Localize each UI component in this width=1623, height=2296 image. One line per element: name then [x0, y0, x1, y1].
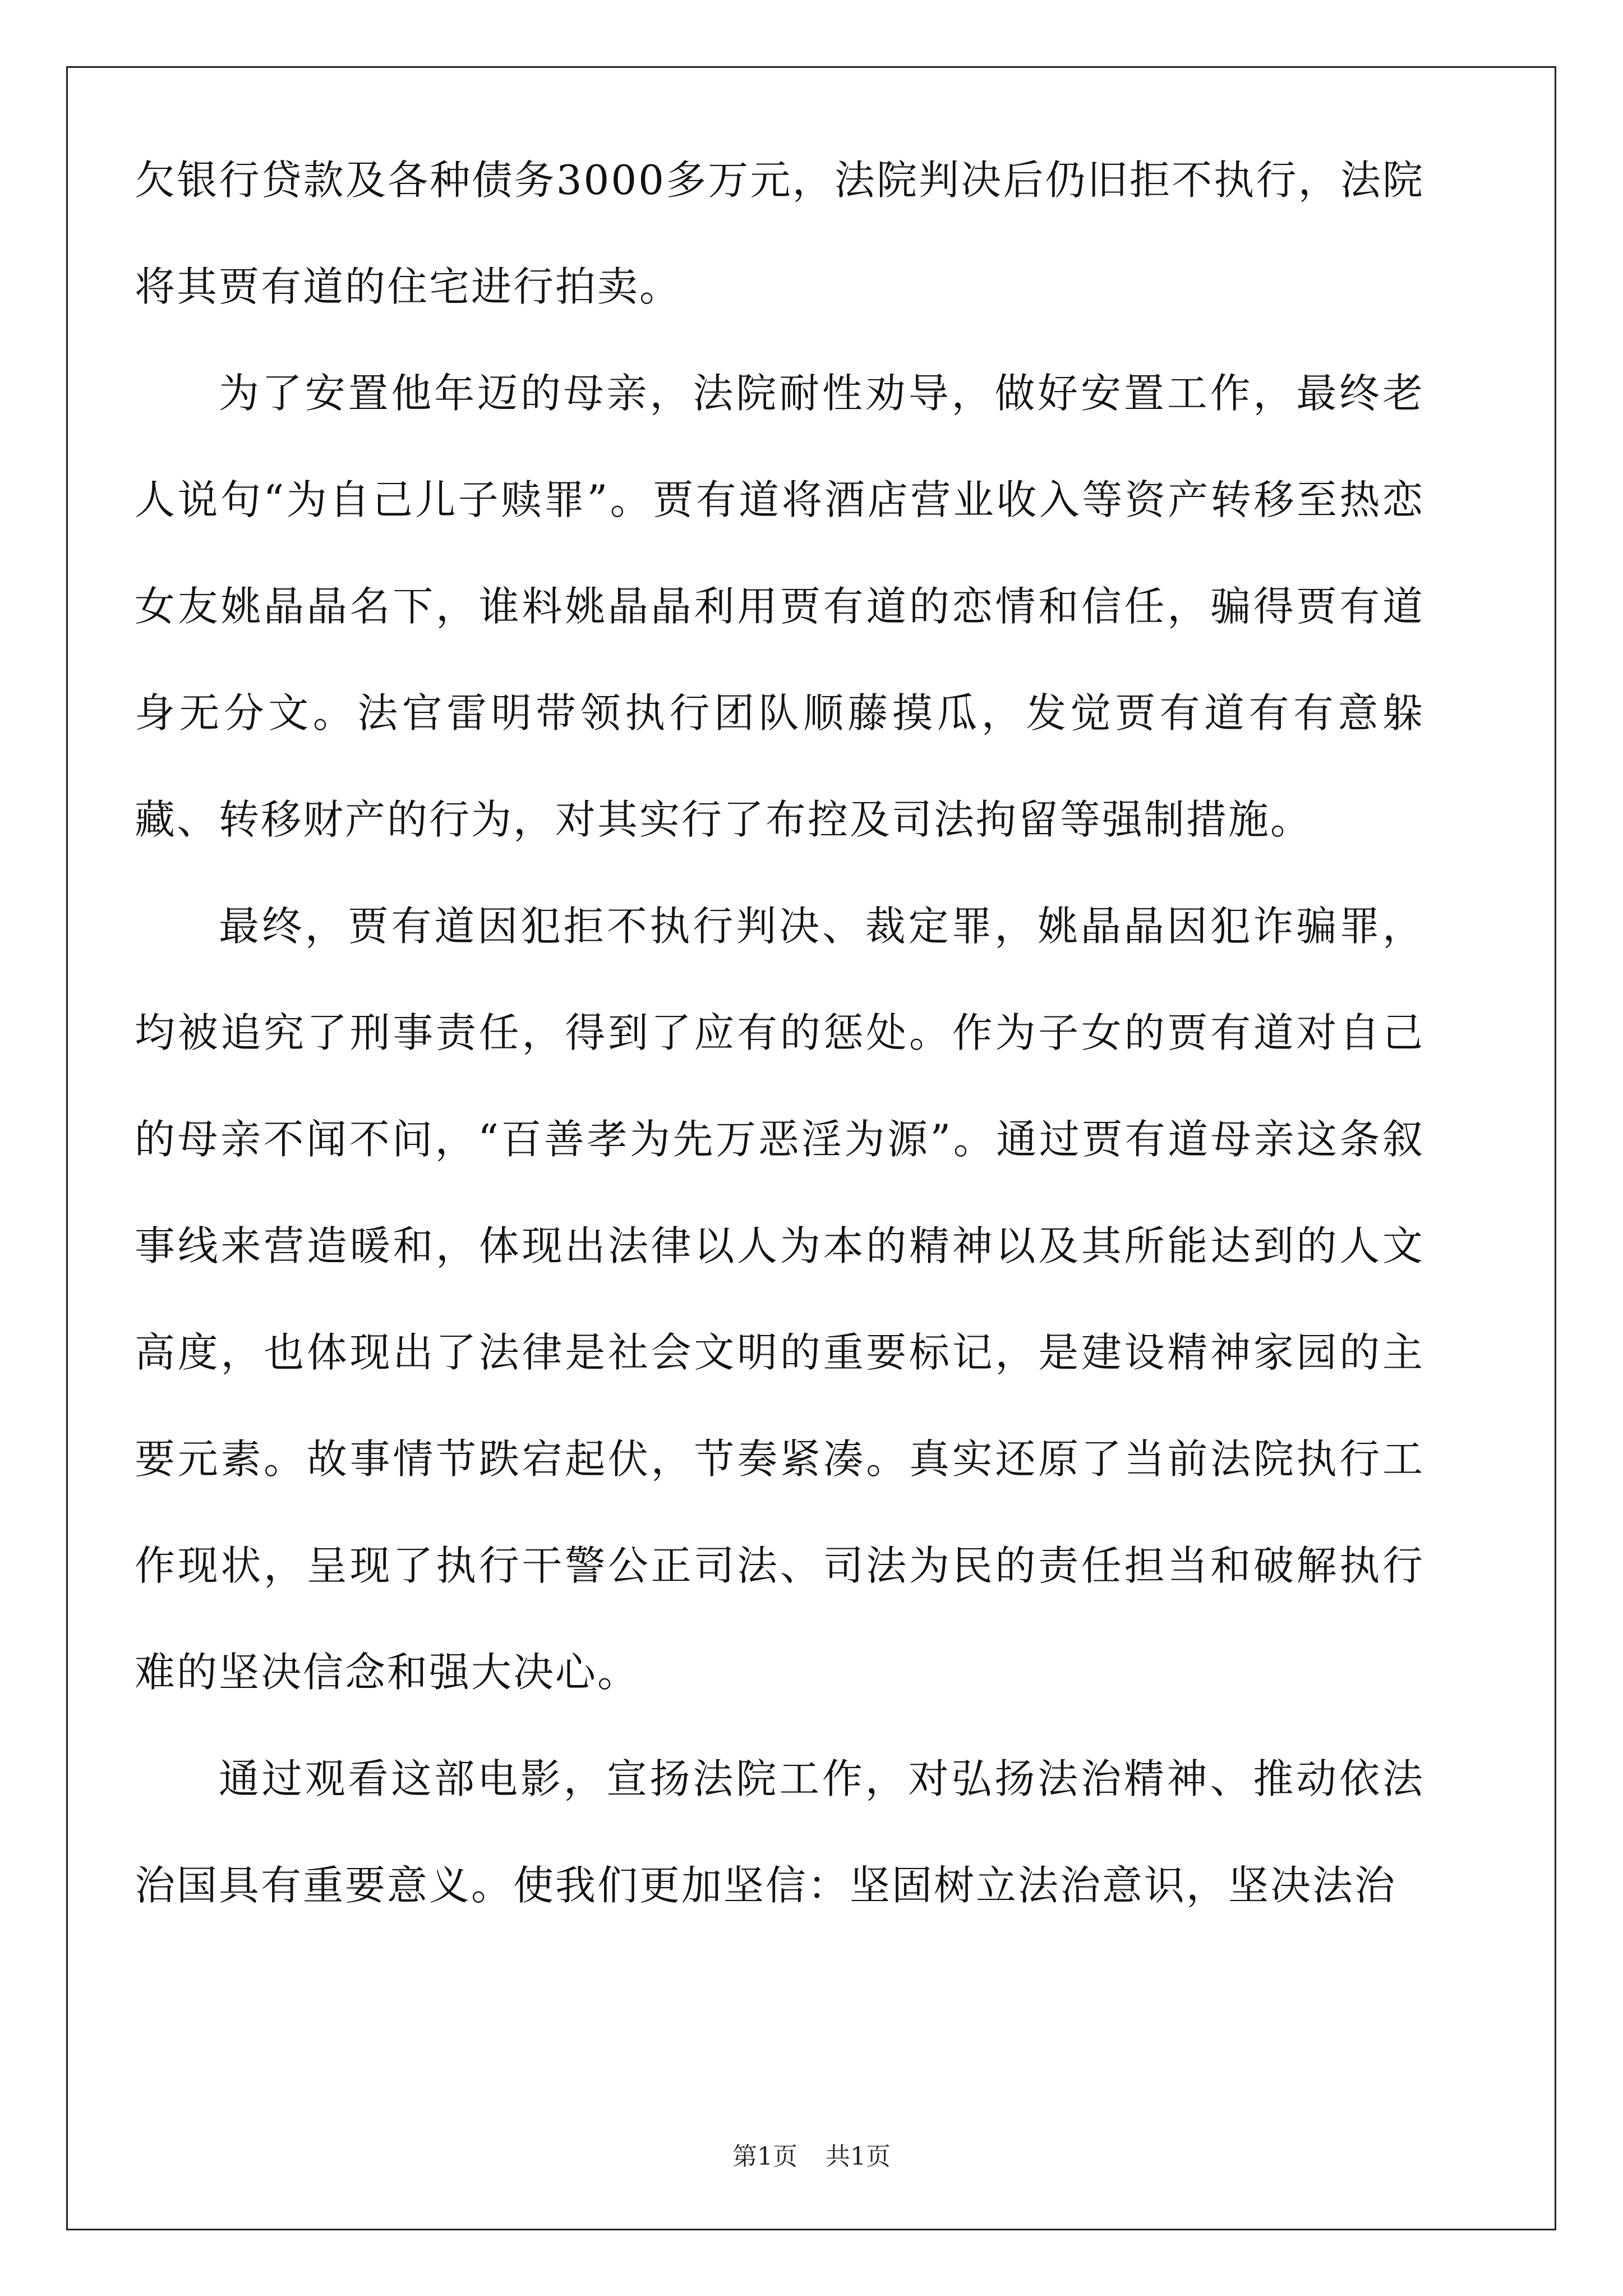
document-body: [135, 127, 1424, 2012]
page-number: 第1页: [732, 2142, 797, 2171]
paragraph-3: 最终，贾有道因犯拒不执行判决、裁定罪，姚晶晶因犯诈骗罪，均被追究了刑事责任，得到了应有的惩处。作为子女的贾有道对自己的母亲不闻不问，“百善孝为先万恶淫为源”。通过贾有道母亲这条叙事线来营造暖和，体现出法律以人为本的精神以及其所能达到的人文高度，也体现出了法律是社会文明的重要标记，是建设精神家园的主要元素。故事情节跌宕起伏，节奏紧凑。真实还原了当前法院执行工作现状，呈现了执行干警公正司法、司法为民的责任担当和破解执行难的坚决信念和强大决心。: [135, 903, 1424, 1696]
page-total: 共1页: [826, 2142, 891, 2171]
page-footer: [0, 2136, 1623, 2172]
paragraph-1: 欠银行贷款及各种债务3000多万元，法院判决后仍旧拒不执行，法院将其贾有道的住宅进行拍卖。: [135, 157, 1424, 310]
paragraph-2: 为了安置他年迈的母亲，法院耐性劝导，做好安置工作，最终老人说句“为自己儿子赎罪”。贾有道将酒店营业收入等资产转移至热恋女友姚晶晶名下，谁料姚晶晶利用贾有道的恋情和信任，骗得贾有道身无分文。法官雷明带领执行团队顺藤摸瓜，发觉贾有道有有意躲藏、转移财产的行为，对其实行了布控及司法拘留等强制措施。: [135, 370, 1424, 843]
paragraph-4: 通过观看这部电影，宣扬法院工作，对弘扬法治精神、推动依法治国具有重要意义。使我们更加坚信：坚固树立法治意识，坚决法治: [135, 1755, 1424, 1909]
